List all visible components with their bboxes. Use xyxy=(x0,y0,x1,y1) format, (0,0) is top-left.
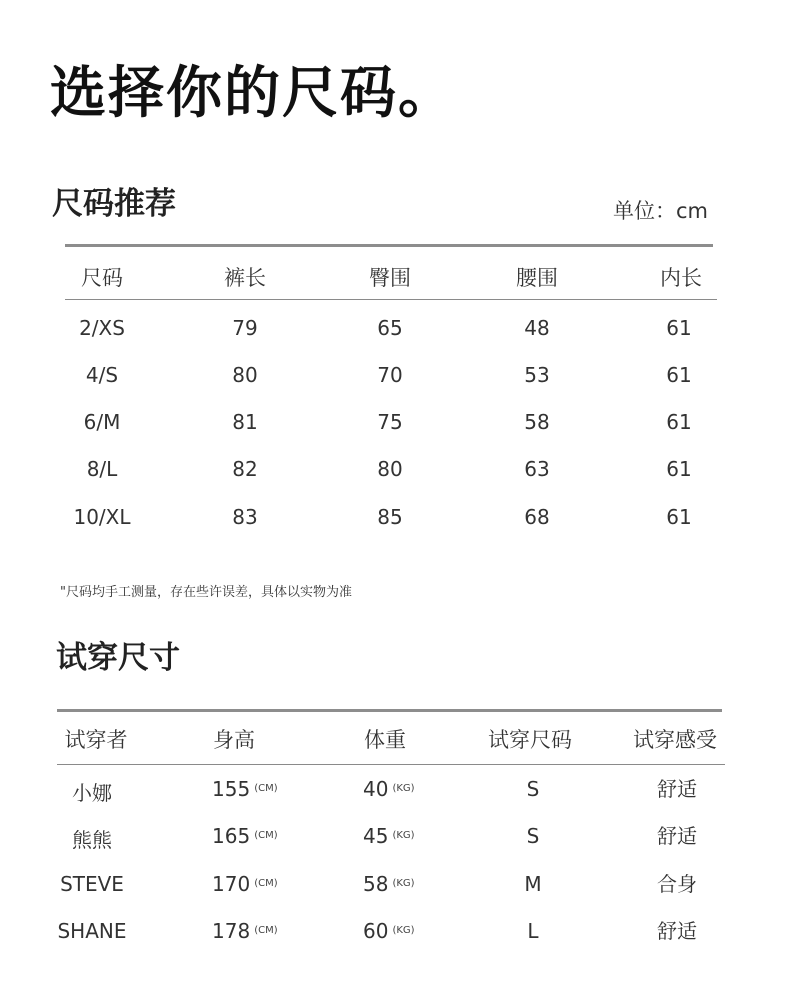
fit-size-cell: M xyxy=(524,872,542,896)
table-row xyxy=(0,410,790,440)
size-header-inseam: 内长 xyxy=(660,266,702,290)
fit-size-cell: S xyxy=(526,777,540,801)
hip-cell: 75 xyxy=(377,410,403,434)
person-cell: 熊熊 xyxy=(72,828,112,852)
feel-cell: 舒适 xyxy=(657,824,697,848)
waist-cell: 58 xyxy=(524,410,550,434)
size-section-title: 尺码推荐 xyxy=(52,186,176,222)
feel-cell: 舒适 xyxy=(657,919,697,943)
fitting-section-title: 试穿尺寸 xyxy=(56,640,180,676)
length-cell: 81 xyxy=(232,410,258,434)
inseam-cell: 61 xyxy=(666,505,692,529)
table-row xyxy=(0,457,790,487)
waist-cell: 63 xyxy=(524,457,550,481)
waist-cell: 68 xyxy=(524,505,550,529)
fitting-header-weight: 体重 xyxy=(364,728,406,752)
table-row xyxy=(0,316,790,346)
fitting-header-height: 身高 xyxy=(213,728,255,752)
table-row xyxy=(0,872,790,902)
weight-cell: 60 $^{(KG)}$ xyxy=(363,919,415,943)
height-cell: 170 $^{(CM)}$ xyxy=(212,872,278,896)
size-cell: 8/L xyxy=(86,457,118,481)
fitting-header-person: 试穿者 xyxy=(64,728,128,752)
waist-cell: 53 xyxy=(524,363,550,387)
height-cell: 178 $^{(CM)}$ xyxy=(212,919,278,943)
person-cell: SHANE xyxy=(57,919,127,943)
fitting-table-header-rule xyxy=(57,764,725,765)
weight-cell: 45 $^{(KG)}$ xyxy=(363,824,415,848)
waist-cell: 48 xyxy=(524,316,550,340)
weight-cell: 40 $^{(KG)}$ xyxy=(363,777,415,801)
size-table-top-rule xyxy=(65,244,713,247)
unit-label: 单位：cm xyxy=(612,199,708,223)
size-header-length: 裤长 xyxy=(224,266,266,290)
table-row xyxy=(0,363,790,393)
hip-cell: 70 xyxy=(377,363,403,387)
length-cell: 83 xyxy=(232,505,258,529)
size-table-header xyxy=(0,262,790,292)
fitting-header-size: 试穿尺码 xyxy=(488,728,572,752)
length-cell: 80 xyxy=(232,363,258,387)
height-cell: 165 $^{(CM)}$ xyxy=(212,824,278,848)
table-row xyxy=(0,824,790,854)
size-cell: 2/XS xyxy=(79,316,125,340)
size-cell: 4/S xyxy=(85,363,119,387)
fit-size-cell: S xyxy=(526,824,540,848)
weight-cell: 58 $^{(KG)}$ xyxy=(363,872,415,896)
inseam-cell: 61 xyxy=(666,457,692,481)
inseam-cell: 61 xyxy=(666,410,692,434)
length-cell: 79 xyxy=(232,316,258,340)
hip-cell: 80 xyxy=(377,457,403,481)
table-row xyxy=(0,777,790,807)
feel-cell: 合身 xyxy=(657,872,697,896)
table-row xyxy=(0,919,790,949)
page-title: 选择你的尺码。 xyxy=(50,61,456,126)
inseam-cell: 61 xyxy=(666,363,692,387)
feel-cell: 舒适 xyxy=(657,777,697,801)
fit-size-cell: L xyxy=(527,919,539,943)
length-cell: 82 xyxy=(232,457,258,481)
person-cell: 小娜 xyxy=(72,781,112,805)
table-row xyxy=(0,505,790,535)
fitting-table-header xyxy=(0,724,790,754)
measurement-note: "尺码均手工测量，存在些许误差，具体以实物为准 xyxy=(60,585,352,600)
size-cell: 10/XL xyxy=(73,505,131,529)
fitting-table-top-rule xyxy=(57,709,722,712)
hip-cell: 65 xyxy=(377,316,403,340)
fitting-header-feel: 试穿感受 xyxy=(633,728,717,752)
inseam-cell: 61 xyxy=(666,316,692,340)
size-table-header-rule xyxy=(65,299,717,300)
person-cell: STEVE xyxy=(60,872,124,896)
size-cell: 6/M xyxy=(83,410,121,434)
height-cell: 155 $^{(CM)}$ xyxy=(212,777,278,801)
hip-cell: 85 xyxy=(377,505,403,529)
size-header-waist: 腰围 xyxy=(516,266,558,290)
size-header-size: 尺码 xyxy=(81,266,123,290)
size-header-hip: 臀围 xyxy=(369,266,411,290)
